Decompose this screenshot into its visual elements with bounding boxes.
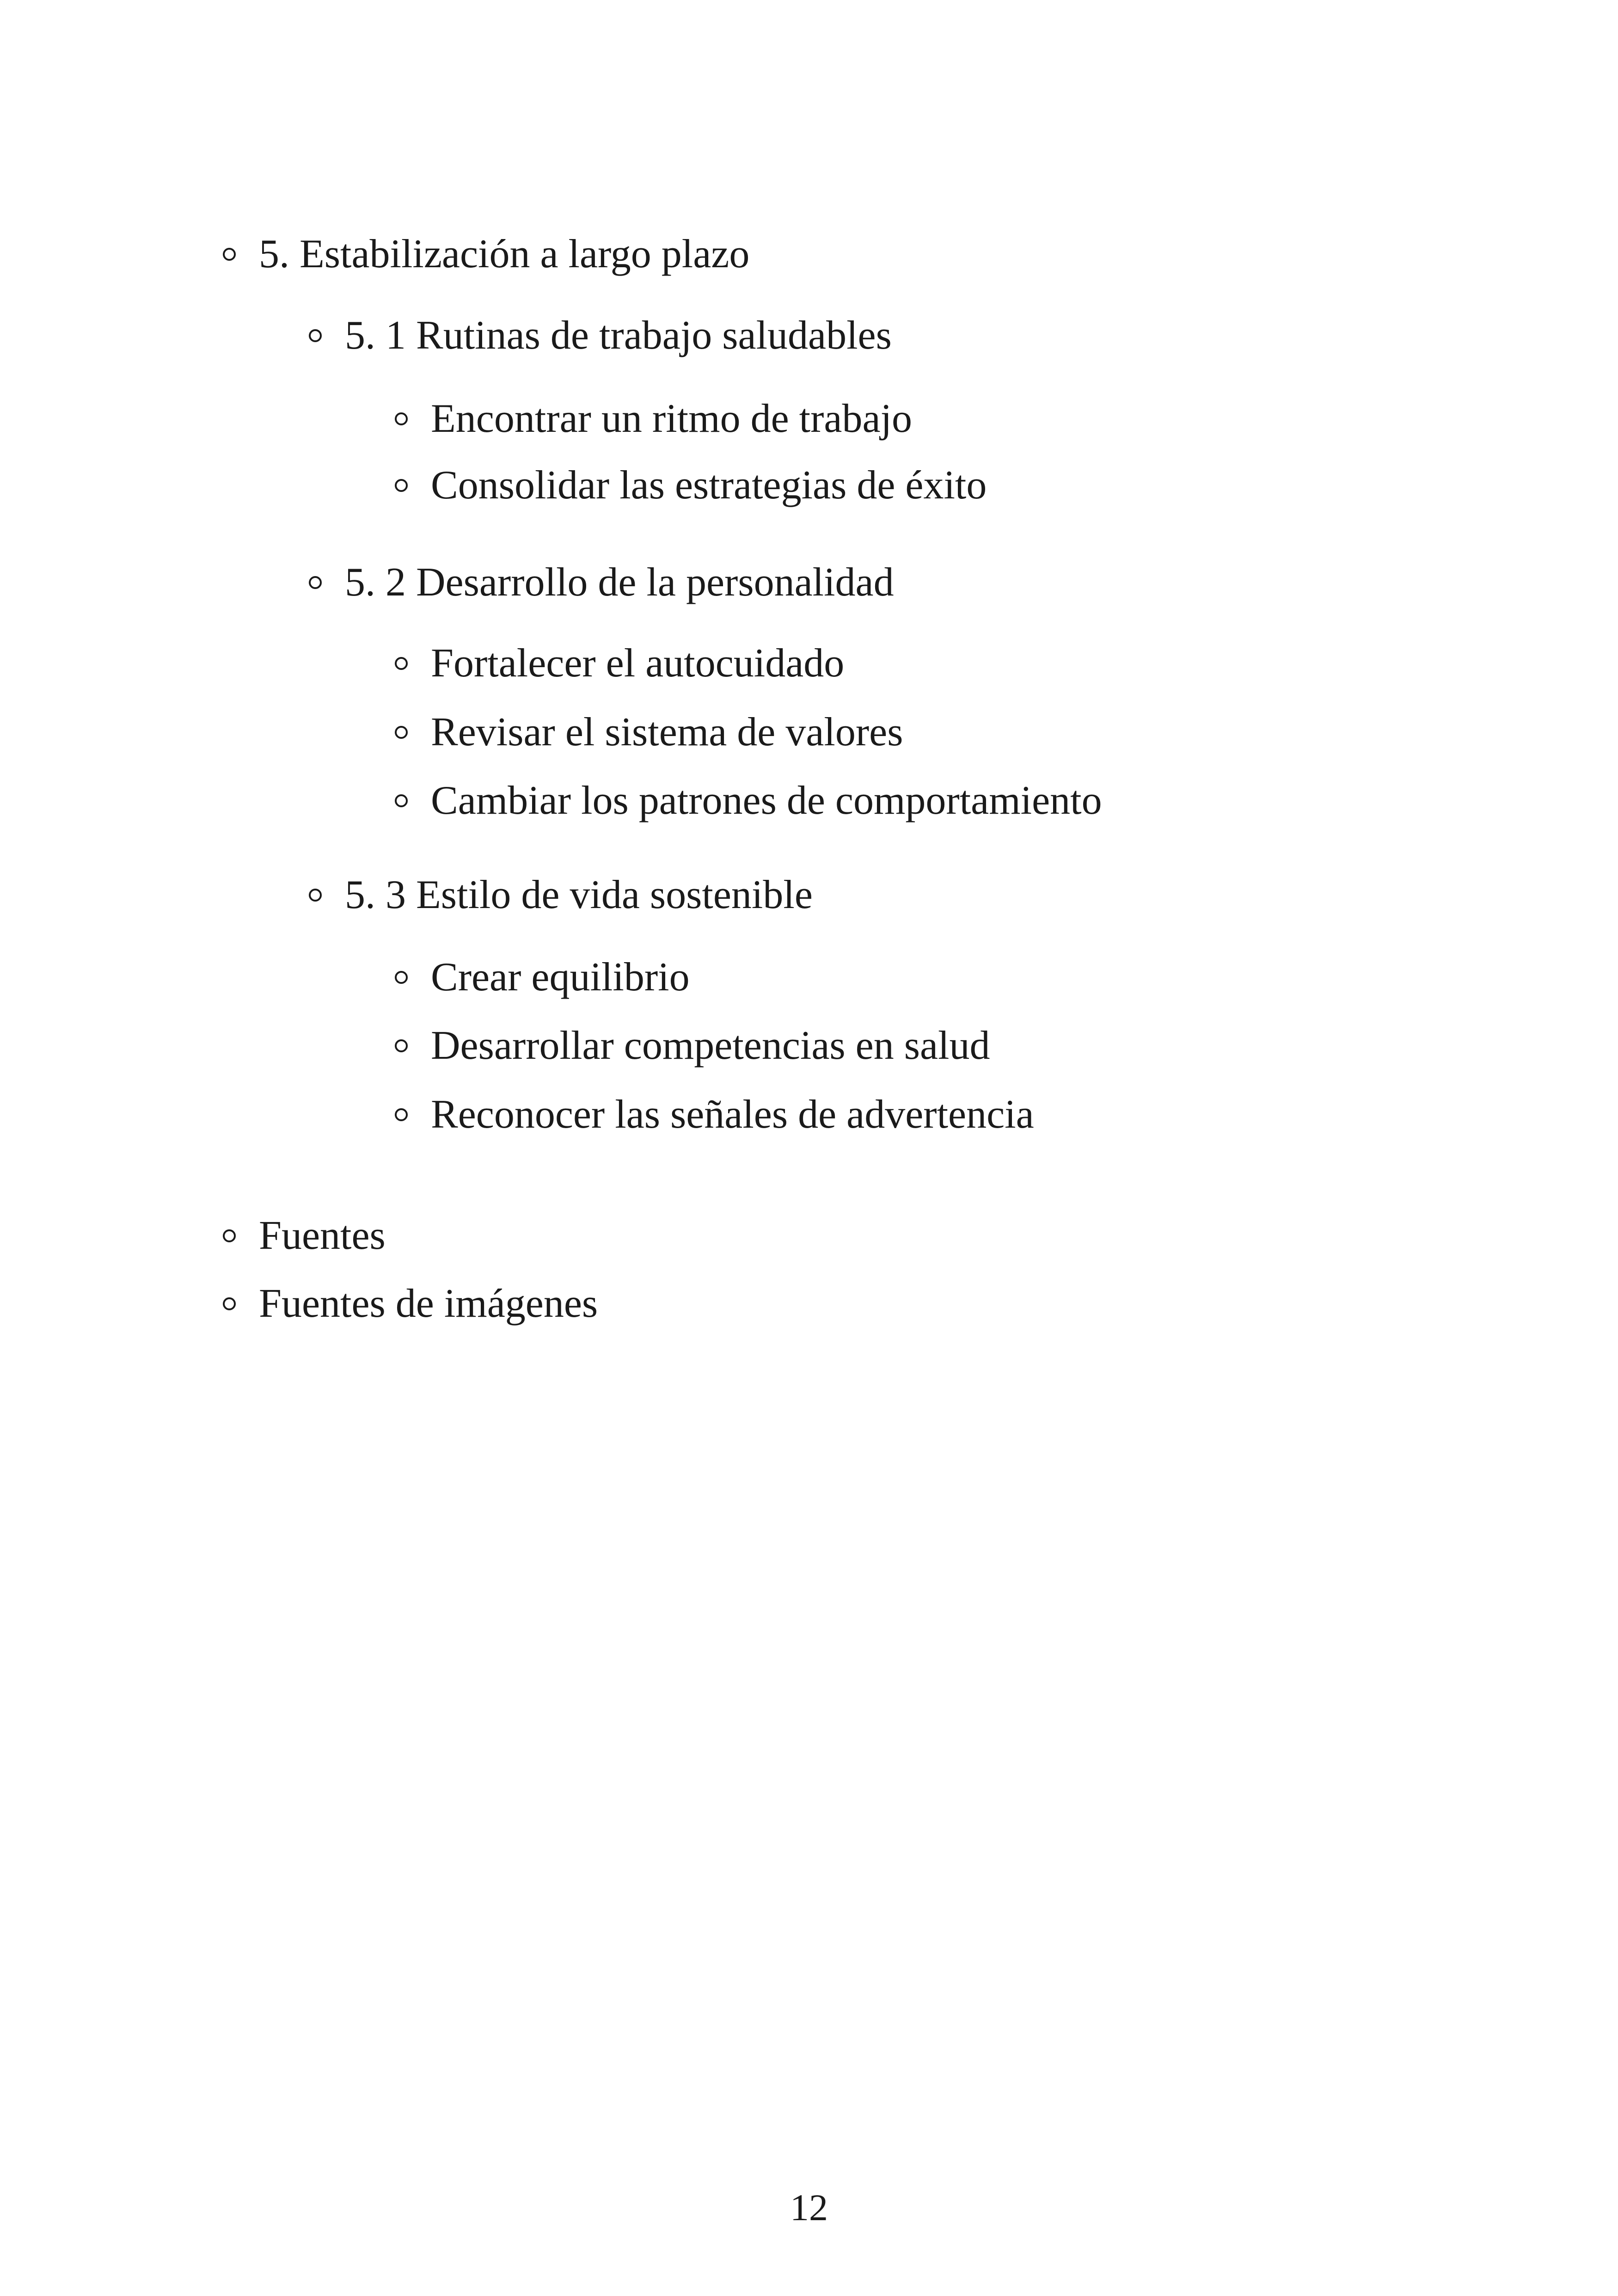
outline-item-section-5-2 bbox=[309, 555, 894, 610]
outline-item bbox=[395, 773, 1102, 829]
outline-item-label: 5. 2 Desarrollo de la personalidad bbox=[345, 560, 894, 605]
hollow-bullet-icon bbox=[395, 726, 408, 739]
outline-item bbox=[395, 1018, 990, 1074]
outline-item-fuentes bbox=[223, 1208, 386, 1264]
hollow-bullet-icon bbox=[223, 248, 236, 261]
outline-item-label: Fuentes bbox=[259, 1213, 386, 1258]
outline-item-label: Revisar el sistema de valores bbox=[431, 710, 903, 755]
hollow-bullet-icon bbox=[395, 794, 408, 807]
hollow-bullet-icon bbox=[395, 971, 408, 984]
hollow-bullet-icon bbox=[395, 412, 408, 425]
hollow-bullet-icon bbox=[309, 329, 322, 342]
outline-item-label: 5. 1 Rutinas de trabajo saludables bbox=[345, 313, 892, 358]
outline-item bbox=[395, 636, 844, 691]
outline-item-label: Encontrar un ritmo de trabajo bbox=[431, 396, 912, 441]
hollow-bullet-icon bbox=[395, 1039, 408, 1052]
outline-item-label: Cambiar los patrones de comportamiento bbox=[431, 778, 1102, 823]
hollow-bullet-icon bbox=[309, 576, 322, 589]
hollow-bullet-icon bbox=[309, 889, 322, 902]
outline-item bbox=[395, 950, 690, 1005]
outline-item-label: 5. 3 Estilo de vida sostenible bbox=[345, 872, 813, 917]
outline-item-fuentes-imagenes bbox=[223, 1276, 598, 1332]
outline-item-section-5-3 bbox=[309, 867, 813, 923]
outline-item-label: Reconocer las señales de advertencia bbox=[431, 1092, 1034, 1137]
hollow-bullet-icon bbox=[395, 1108, 408, 1121]
outline-item bbox=[395, 705, 903, 760]
hollow-bullet-icon bbox=[395, 657, 408, 670]
outline-item-label: 5. Estabilización a largo plazo bbox=[259, 232, 750, 276]
outline-item-section-5-1 bbox=[309, 308, 892, 363]
outline-item-label: Fortalecer el autocuidado bbox=[431, 641, 845, 686]
outline-item-label: Desarrollar competencias en salud bbox=[431, 1023, 990, 1068]
outline-item-label: Fuentes de imágenes bbox=[259, 1281, 598, 1326]
hollow-bullet-icon bbox=[223, 1229, 236, 1242]
outline-item-label: Consolidar las estrategias de éxito bbox=[431, 463, 987, 508]
outline-item bbox=[395, 1087, 1034, 1142]
hollow-bullet-icon bbox=[395, 479, 408, 492]
outline-item bbox=[395, 458, 987, 513]
hollow-bullet-icon bbox=[223, 1297, 236, 1310]
page-number: 12 bbox=[790, 2186, 828, 2228]
outline-item-section-5 bbox=[223, 227, 749, 282]
outline-item-label: Crear equilibrio bbox=[431, 955, 690, 1000]
outline-item bbox=[395, 391, 912, 447]
